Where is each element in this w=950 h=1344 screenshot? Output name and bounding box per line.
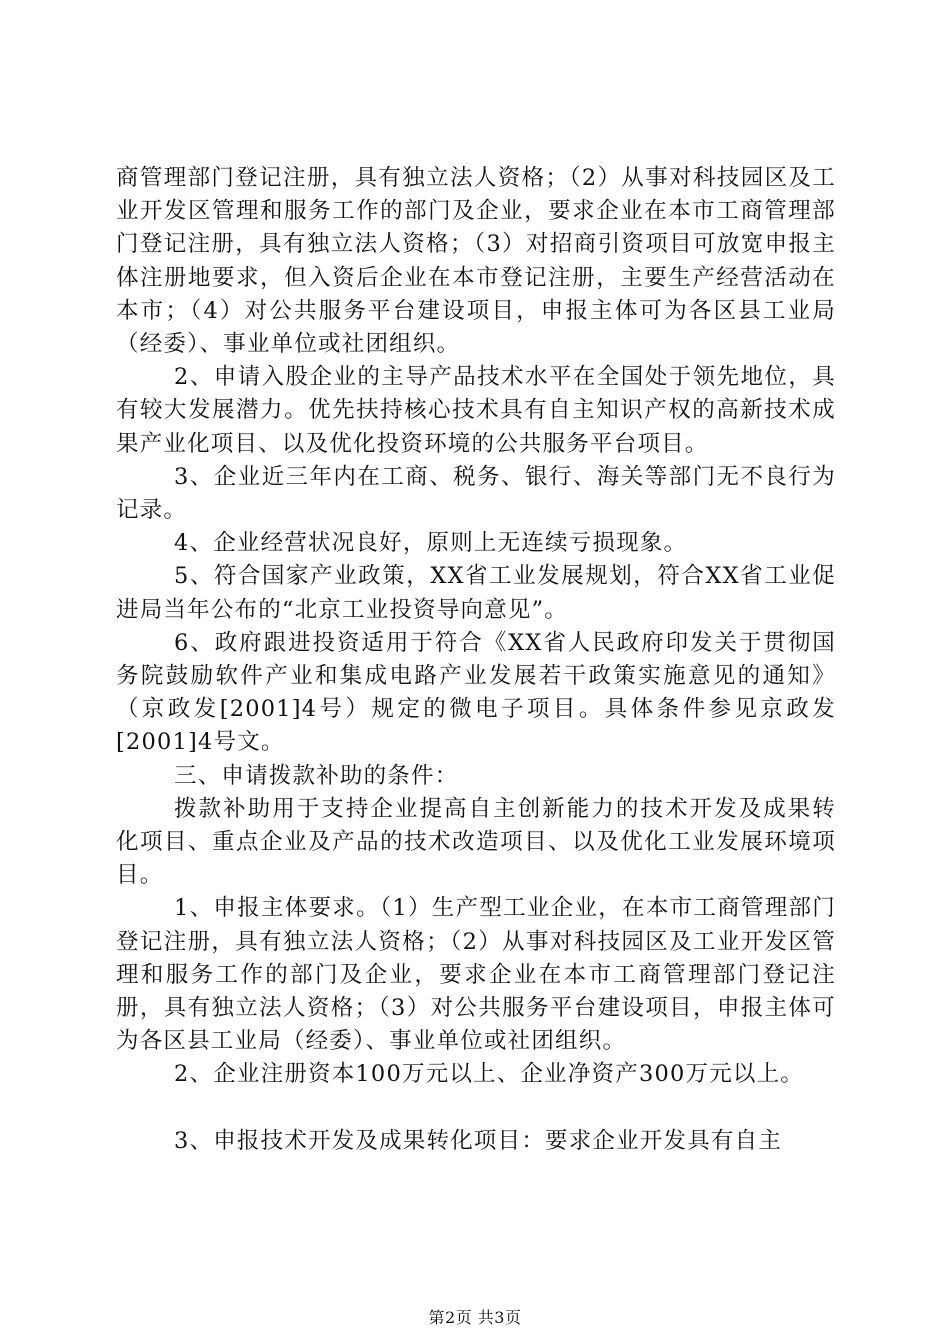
paragraph-item-4: 4、企业经营状况良好，原则上无连续亏损现象。 bbox=[174, 530, 688, 557]
paragraph-item-3: 3、企业近三年内在工商、税务、银行、海关等部门无不良行为记录。 bbox=[116, 463, 836, 524]
paragraph-condition-3: 3、申报技术开发及成果转化项目：要求企业开发具有自主 bbox=[174, 1127, 783, 1154]
paragraph-continuation: 商管理部门登记注册，具有独立法人资格；（2）从事对科技园区及工业开发区管理和服务工作的部门及企业，要求企业在本市工商管理部门登记注册，具有独立法人资格；（3）对招商引资项目可放宽申报主体注册地要求，但入资后企业在本市登记注册，主要生产经营活动在本市；（4）对公共服务平台建设项目，申报主体可为各区县工业局（经委）、事业单位或社团组织。 bbox=[116, 165, 836, 358]
paragraph-item-5: 5、符合国家产业政策，XX省工业发展规划，符合XX省工业促进局当年公布的“北京工业投资导向意见”。 bbox=[116, 563, 836, 623]
paragraph-item-6: 6、政府跟进投资适用于符合《XX省人民政府印发关于贯彻国务院鼓励软件产业和集成电路产业发展若干政策实施意见的通知》（京政发[2001]4号）规定的微电子项目。具体条件参见京政发[2001]4号文。 bbox=[116, 629, 836, 756]
paragraph-condition-2: 2、企业注册资本100万元以上、企业净资产300万元以上。 bbox=[174, 1061, 805, 1088]
document-body bbox=[116, 162, 836, 1158]
section-heading: 三、申请拨款补助的条件： bbox=[174, 762, 459, 789]
section-intro: 拨款补助用于支持企业提高自主创新能力的技术开发及成果转化项目、重点企业及产品的技术改造项目、以及优化工业发展环境项目。 bbox=[116, 795, 836, 889]
paragraph-item-2: 2、申请入股企业的主导产品技术水平在全国处于领先地位，具有较大发展潜力。优先扶持核心技术具有自主知识产权的高新技术成果产业化项目、以及优化投资环境的公共服务平台项目。 bbox=[116, 364, 836, 457]
paragraph-condition-1: 1、申报主体要求。（1）生产型工业企业，在本市工商管理部门登记注册，具有独立法人资格；（2）从事对科技园区及工业开发区管理和服务工作的部门及企业，要求企业在本市工商管理部门登记注册，具有独立法人资格；（3）对公共服务平台建设项目，申报主体可为各区县工业局（经委）、事业单位或社团组织。 bbox=[116, 895, 836, 1055]
page-footer: 第2页 共3页 bbox=[428, 1308, 522, 1327]
